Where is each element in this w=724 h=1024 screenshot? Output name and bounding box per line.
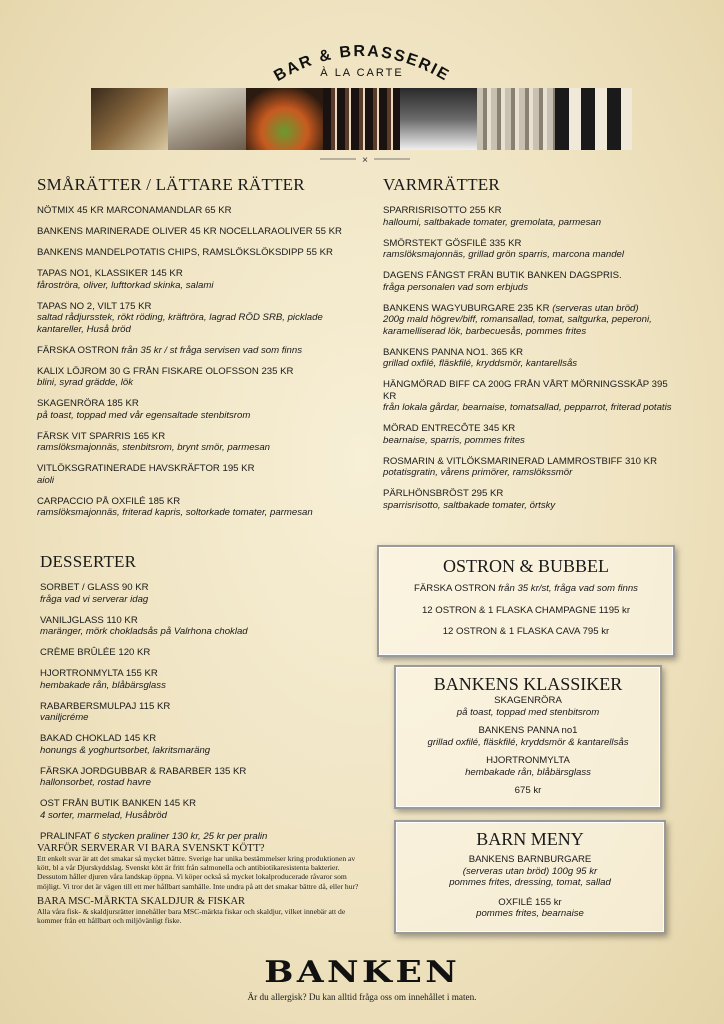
desserts-list bbox=[40, 582, 360, 842]
dessert-item bbox=[40, 582, 360, 605]
light-dish-item-desc: på toast, toppad med vår egensaltade stenbitsrom bbox=[37, 409, 251, 421]
dessert-item bbox=[40, 831, 360, 843]
section-title-light-dishes: SMÅRÄTTER / LÄTTARE RÄTTER bbox=[37, 175, 305, 194]
light-dish-item-desc: fåroströra, oliver, lufttorkad skinka, salami bbox=[37, 279, 214, 291]
info-section bbox=[37, 843, 367, 925]
main-course-item-desc: från lokala gårdar, bearnaise, tomatsallad, pepparrot, friterad potatis bbox=[383, 402, 672, 413]
main-course-item-desc: potatisgratin, vårens primörer, ramslökssmör bbox=[383, 467, 573, 478]
chef-photo bbox=[91, 88, 168, 150]
glasses-photo bbox=[477, 88, 554, 150]
light-dish-item bbox=[37, 345, 367, 357]
photo-strip bbox=[91, 88, 632, 150]
dessert-item-desc: honungs & yoghurtsorbet, lakritsmaräng bbox=[40, 744, 211, 756]
main-course-item bbox=[383, 423, 683, 446]
classics-price: 675 kr bbox=[514, 785, 542, 796]
oysters-line-1: FÄRSKA OSTRON från 35 kr/st, fråga vad som finns bbox=[414, 583, 638, 594]
light-dish-item bbox=[37, 463, 367, 486]
light-dish-item-name: BANKENS MARINERADE OLIVER 45 KR NOCELLARAOLIVER 55 KR bbox=[37, 226, 342, 237]
svg-text:×: × bbox=[362, 155, 368, 165]
oysters-line-3: 12 OSTRON & 1 FLASKA CAVA 795 kr bbox=[442, 626, 610, 637]
light-dish-item-desc: ramslöksmajonnäs, stenbitsrom, brynt smör, parmesan bbox=[37, 442, 270, 453]
light-dish-item-name: NÖTMIX 45 KR MARCONAMANDLAR 65 KR bbox=[37, 205, 232, 216]
light-dish-item-desc: blini, syrad grädde, lök bbox=[37, 377, 133, 388]
dessert-item-desc: hembakade rån, blåbärsglass bbox=[40, 679, 166, 691]
kids-menu-box bbox=[394, 820, 666, 934]
light-dish-item-desc: saltad rådjursstek, rökt röding, kräftröra, lagrad RÖD SRB, picklade kantareller, Huså bröd bbox=[37, 312, 323, 335]
dessert-item-name: OST FRÅN BUTIK BANKEN 145 KR bbox=[40, 798, 197, 809]
main-course-item-name: BANKENS PANNA NO1. 365 KR bbox=[383, 346, 524, 358]
light-dish-item bbox=[37, 226, 367, 238]
light-dish-item bbox=[37, 247, 367, 259]
main-courses-section bbox=[383, 175, 683, 521]
classics-item-2: BANKENS PANNA no1 bbox=[478, 725, 578, 736]
light-dish-item bbox=[37, 301, 367, 336]
light-dish-item bbox=[37, 366, 367, 389]
light-dish-item-name: KALIX LÖJROM 30 G FRÅN FISKARE OLOFSSON 235 KR bbox=[37, 365, 294, 377]
kids-item-1-desc: pommes frites, dressing, tomat, sallad bbox=[449, 877, 611, 888]
main-course-item-note: (serveras utan bröd) bbox=[552, 302, 639, 314]
jars-photo bbox=[555, 88, 632, 150]
main-course-item-desc: ramslöksmajonnäs, grillad grön sparris, marcona mandel bbox=[383, 249, 625, 260]
light-dish-item bbox=[37, 268, 367, 291]
dessert-item-name: HJORTRONMYLTA 155 KR bbox=[40, 668, 158, 679]
light-dish-item bbox=[37, 205, 367, 217]
main-course-item-desc: halloumi, saltbakade tomater, gremolata, parmesan bbox=[383, 216, 602, 228]
light-dish-item-name: BANKENS MANDELPOTATIS CHIPS, RAMSLÖKSLÖKSDIPP 55 KR bbox=[37, 247, 333, 258]
light-dish-item-name: TAPAS NO1, KLASSIKER 145 KR bbox=[37, 268, 183, 279]
main-course-item bbox=[383, 303, 683, 338]
allergy-footer: Är du allergisk? Du kan alltid fråga oss om innehållet i maten. bbox=[247, 992, 477, 1002]
main-course-item-name: HÄNGMÖRAD BIFF CA 200G FRÅN VÅRT MÖRNINGSSKÅP 395 KR bbox=[383, 379, 668, 402]
classics-box bbox=[394, 665, 662, 809]
section-title-main-courses: VARMRÄTTER bbox=[383, 175, 500, 194]
oysters-bubbles-box bbox=[377, 545, 675, 657]
main-course-item-name: DAGENS FÅNGST FRÅN BUTIK BANKEN DAGSPRIS. bbox=[383, 270, 622, 281]
light-dish-item-name: CARPACCIO PÅ OXFILÉ 185 KR bbox=[37, 495, 181, 507]
main-course-item-desc: fråga personalen vad som erbjuds bbox=[383, 281, 529, 293]
dessert-item-name: SORBET / GLASS 90 KR bbox=[40, 582, 149, 593]
main-course-item-desc: sparrisrisotto, saltbakade tomater, örtsky bbox=[383, 499, 556, 511]
classics-item-1-desc: på toast, toppad med stenbitsrom bbox=[456, 706, 600, 718]
dessert-item bbox=[40, 798, 360, 821]
dessert-item bbox=[40, 615, 360, 638]
classics-item-3-desc: hembakade rån, blåbärsglass bbox=[465, 766, 591, 778]
light-dishes-list bbox=[37, 205, 367, 519]
oysters-bubbles-title: OSTRON & BUBBEL bbox=[442, 556, 610, 576]
light-dish-item bbox=[37, 398, 367, 421]
dessert-item-name: PRALINFAT bbox=[40, 830, 92, 842]
main-course-item bbox=[383, 270, 683, 293]
dessert-item bbox=[40, 766, 360, 789]
main-course-item bbox=[383, 238, 683, 261]
kitchen-photo bbox=[400, 88, 477, 150]
dessert-item bbox=[40, 668, 360, 691]
oysters-line-2: 12 OSTRON & 1 FLASKA CHAMPAGNE 1195 kr bbox=[421, 604, 631, 616]
kids-item-2: OXFILÉ 155 kr bbox=[498, 896, 562, 908]
dessert-item-name: VANILJGLASS 110 KR bbox=[40, 614, 138, 626]
dessert-item-desc: vaniljcréme bbox=[40, 712, 89, 723]
kids-item-1-serving: (serveras utan bröd) 100g 95 kr bbox=[462, 865, 598, 877]
main-course-item-name: SMÖRSTEKT GÖSFILÉ 335 KR bbox=[383, 237, 522, 249]
classics-item-1: SKAGENRÖRA bbox=[494, 695, 562, 706]
info-text-msc: Alla våra fisk- & skaldjursrätter innehåller bara MSC-märkta fiskar och skaldjur, vilket innebär att de kommer från ett hållbart och miljövänligt fiske. bbox=[37, 906, 346, 926]
dessert-item-note: 6 stycken praliner 130 kr, 25 kr per pralin bbox=[94, 830, 268, 842]
header-title bbox=[0, 26, 724, 86]
light-dishes-section bbox=[37, 175, 367, 528]
dessert-item-desc: fråga vad vi serverar idag bbox=[40, 593, 149, 605]
wine-bottles-photo bbox=[323, 88, 400, 150]
info-text-meat: Ett enkelt svar är att det smakar så mycket bättre. Sverige har unika bestämmelser kring produktionen av kött, bl a vår Djurskyddslag. Svenskt kött är fritt från salmonella och antibiotikaresistenta bakterier. Dessutom håller djuren våra landskap öppna. Vi köper också så mycket lokalproducerade råvaror som möjligt. Vi tror det är vägen till ett mer hållbart samhälle. Inte undra på att det smakar bättre då, eller hur? bbox=[37, 854, 359, 891]
dessert-item-name: RABARBERSMULPAJ 115 KR bbox=[40, 700, 171, 712]
light-dish-item-name: FÄRSKA OSTRON bbox=[37, 344, 119, 356]
cutlery-photo bbox=[168, 88, 245, 150]
main-course-item-name: SPARRISRISOTTO 255 KR bbox=[383, 205, 502, 216]
main-course-item-name: MÖRAD ENTRECÔTE 345 KR bbox=[383, 423, 516, 434]
kids-item-2-desc: pommes frites, bearnaise bbox=[476, 908, 584, 919]
dessert-item bbox=[40, 701, 360, 724]
light-dish-item-name: FÄRSK VIT SPARRIS 165 KR bbox=[37, 430, 166, 442]
classics-item-2-desc: grillad oxfilé, fläskfilé, kryddsmör & kantarellsås bbox=[427, 736, 629, 748]
info-title-meat: VARFÖR SERVERAR VI BARA SVENSKT KÖTT? bbox=[37, 843, 265, 854]
divider-ornament bbox=[320, 153, 410, 165]
banken-logo bbox=[0, 955, 724, 990]
dessert-item-desc: hallonsorbet, rostad havre bbox=[40, 777, 151, 788]
dessert-item-name: FÄRSKA JORDGUBBAR & RABARBER 135 KR bbox=[40, 765, 247, 777]
main-course-item-name: BANKENS WAGYUBURGARE 235 KR bbox=[383, 302, 550, 314]
light-dish-item-desc: ramslöksmajonnäs, friterad kapris, soltorkade tomater, parmesan bbox=[37, 507, 313, 518]
dessert-item bbox=[40, 733, 360, 756]
light-dish-item-name: VITLÖKSGRATINERADE HAVSKRÄFTOR 195 KR bbox=[37, 463, 255, 474]
banken-logo-text: BANKEN bbox=[263, 955, 460, 990]
main-course-item bbox=[383, 456, 683, 479]
main-course-item bbox=[383, 347, 683, 370]
main-course-item-desc: grillad oxfilé, fläskfilé, kryddsmör, kantarellsås bbox=[383, 358, 578, 369]
classics-title: BANKENS KLASSIKER bbox=[433, 674, 623, 694]
classics-item-3: HJORTRONMYLTA bbox=[486, 755, 570, 766]
light-dish-item bbox=[37, 496, 367, 519]
header-subtitle: À LA CARTE bbox=[320, 67, 404, 79]
main-courses-list bbox=[383, 205, 683, 511]
light-dish-item bbox=[37, 431, 367, 454]
main-course-item-name: PÄRLHÖNSBRÖST 295 KR bbox=[383, 488, 504, 499]
light-dish-item-desc: aioli bbox=[37, 474, 55, 486]
dessert-item-desc: 4 sorter, marmelad, Husåbröd bbox=[40, 809, 167, 821]
main-course-item-name: ROSMARIN & VITLÖKSMARINERAD LAMMROSTBIFF 310 KR bbox=[383, 455, 658, 467]
main-course-item bbox=[383, 379, 683, 414]
main-course-item-desc: bearnaise, sparris, pommes frites bbox=[383, 434, 525, 446]
dessert-item-name: CRÈME BRÛLÉE 120 KR bbox=[40, 647, 151, 658]
main-course-item bbox=[383, 488, 683, 511]
light-dish-item-name: TAPAS NO 2, VILT 175 KR bbox=[37, 300, 152, 312]
main-course-item bbox=[383, 205, 683, 228]
dessert-item bbox=[40, 647, 360, 659]
main-course-item-desc: 200g mald högrev/biff, romansallad, tomat, saltgurka, peperoni, karamelliserad lök, barbecuesås, pommes frites bbox=[383, 314, 652, 337]
salad-photo bbox=[246, 88, 323, 150]
light-dish-item-note: från 35 kr / st fråga servisen vad som finns bbox=[121, 344, 302, 356]
dessert-item-desc: maränger, mörk chokladsås på Valrhona choklad bbox=[40, 626, 248, 637]
info-title-msc: BARA MSC-MÄRKTA SKALDJUR & FISKAR bbox=[37, 895, 246, 907]
kids-item-1: BANKENS BARNBURGARE bbox=[468, 854, 592, 865]
section-title-desserts: DESSERTER bbox=[40, 552, 137, 571]
header-title-text: BAR & BRASSERIE bbox=[271, 42, 453, 85]
kids-menu-title: BARN MENY bbox=[476, 829, 584, 849]
dessert-item-name: BAKAD CHOKLAD 145 KR bbox=[40, 733, 157, 744]
light-dish-item-name: SKAGENRÖRA 185 KR bbox=[37, 398, 139, 409]
desserts-section bbox=[40, 552, 360, 852]
